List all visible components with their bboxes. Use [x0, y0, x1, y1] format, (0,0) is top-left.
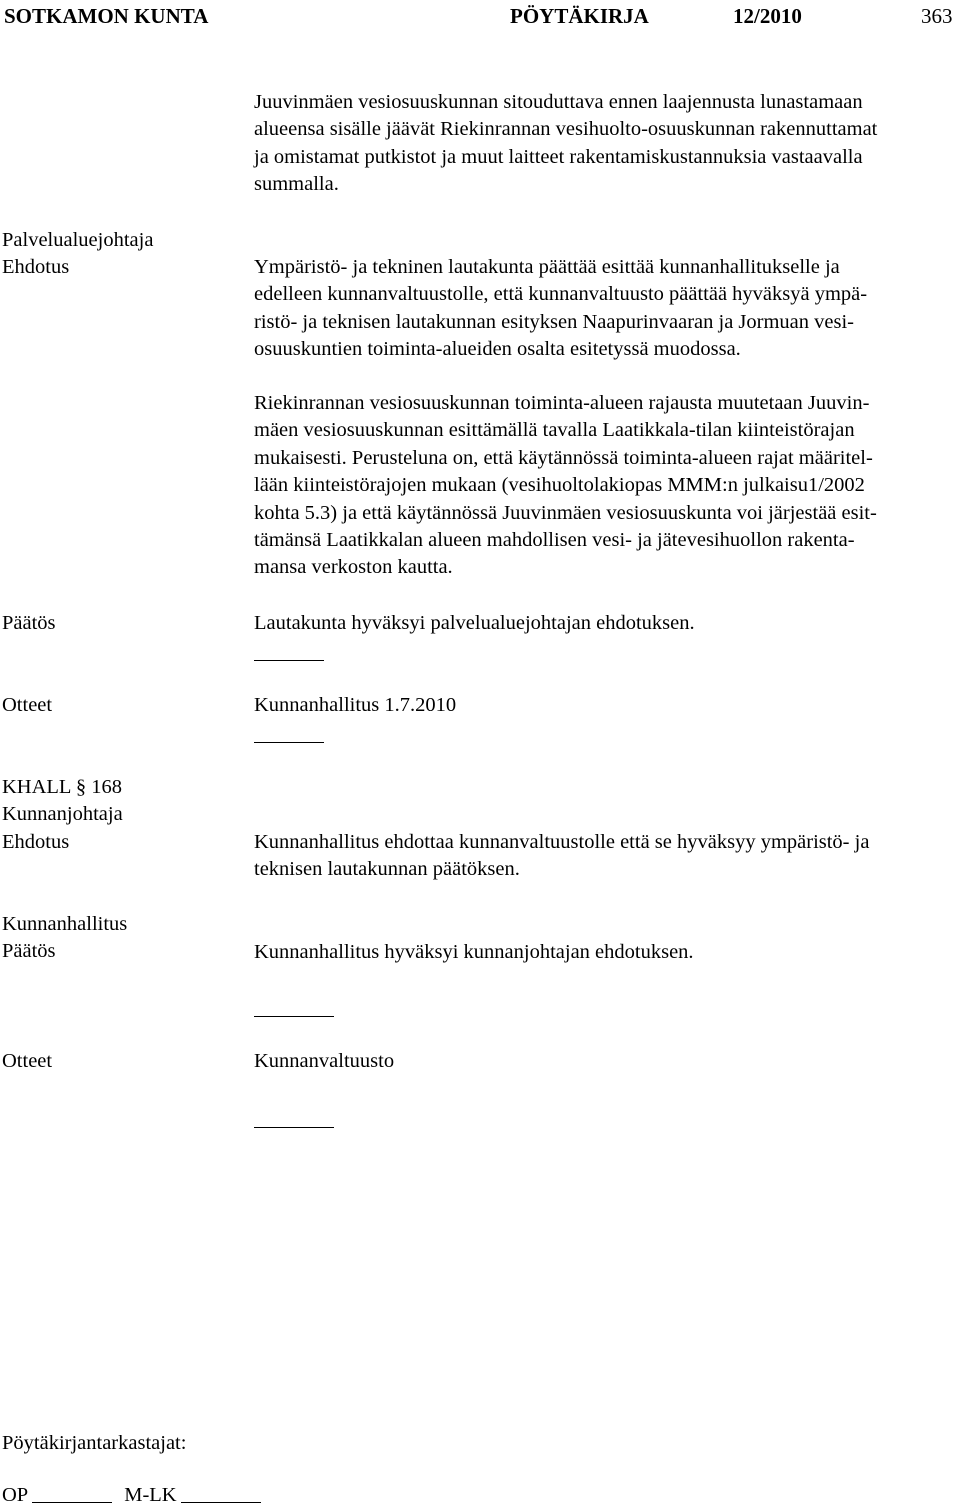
- otteet2-text: Kunnanvaltuusto: [254, 1050, 395, 1072]
- proposal-label: Ehdotus: [2, 256, 70, 279]
- otteet1-text: Kunnanhallitus 1.7.2010: [254, 694, 457, 716]
- khall-section-label: KHALL § 168: [2, 776, 122, 798]
- rationale-paragraph: Riekinrannan vesiosuuskunnan toiminta-alueen rajausta muutetaan Juuvin- mäen vesiosuuskunnan esittämällä tavalla Laatikkala-tilan kiinteistörajan mukaisesti. Perusteluna on, että käytännössä toiminta-alueen rajat määritel- lään kiinteistörajojen mukaan (vesihuoltolakiopas MMM:n julkaisu1/2002 kohta 5.3) ja että käytännössä Juuvinmäen vesiosuuskunta voi järjestää esit- tämänsä Laatikkalan alueen mahdollisen vesi- ja jätevesihuollon rakenta- mansa verkoston kautta.: [254, 392, 877, 579]
- separator-rule: [254, 1016, 334, 1017]
- separator-rule: [254, 742, 324, 743]
- decision1-text: Lautakunta hyväksyi palvelualuejohtajan ehdotuksen.: [254, 612, 695, 634]
- separator-rule: [254, 1127, 334, 1128]
- section1-labels: [2, 227, 153, 282]
- otteet1-label: Otteet: [2, 694, 53, 716]
- header-number: 12/2010: [733, 4, 802, 28]
- khall-decision-text: Kunnanhallitus hyväksyi kunnanjohtajan ehdotuksen.: [254, 941, 694, 963]
- board-label: Kunnanhallitus: [2, 913, 128, 935]
- khall-labels: [2, 774, 123, 856]
- proposal-label: Ehdotus: [2, 830, 70, 853]
- checker-initials-2: M-LK: [124, 1484, 177, 1506]
- khall-proposal: Kunnanhallitus ehdottaa kunnanvaltuustolle että se hyväksyy ympäristö- ja teknisen lautakunnan päätöksen.: [254, 831, 870, 881]
- header-page-number: 363: [921, 4, 953, 28]
- intro-paragraph: Juuvinmäen vesiosuuskunnan sitouduttava ennen laajennusta lunastamaan alueensa sisälle jäävät Riekinrannan vesihuolto-osuuskunnan rakennuttamat ja omistamat putkistot ja muut laitteet rakentamiskustannuksia vastaavalla summalla.: [254, 91, 878, 196]
- decision-label: Päätös: [2, 940, 56, 963]
- otteet2-label: Otteet: [2, 1050, 53, 1072]
- khall-decision-labels: [2, 911, 127, 966]
- signature-rule: [32, 1502, 112, 1503]
- checker-initials-1: OP: [2, 1484, 29, 1506]
- signature-line: [2, 1482, 273, 1509]
- separator-rule: [254, 660, 324, 661]
- decision1-label: Päätös: [2, 612, 56, 634]
- checkers-label: Pöytäkirjantarkastajat:: [2, 1432, 187, 1454]
- header-doc-type: PÖYTÄKIRJA: [510, 4, 649, 28]
- mayor-label: Kunnanjohtaja: [2, 803, 123, 826]
- signature-rule: [181, 1502, 261, 1503]
- proposal-paragraph: Ympäristö- ja tekninen lautakunta päättää esittää kunnanhallitukselle ja edelleen kunnanvaltuustolle, että kunnanvaltuusto päättää hyväksyä ympä- ristö- ja teknisen lautakunnan esityksen Naapurinvaaran ja Jormuan vesi- osuuskuntien toiminta-alueiden osalta esitetyssä muodossa.: [254, 256, 868, 361]
- role-label: Palvelualuejohtaja: [2, 229, 154, 251]
- header-org: SOTKAMON KUNTA: [4, 4, 209, 28]
